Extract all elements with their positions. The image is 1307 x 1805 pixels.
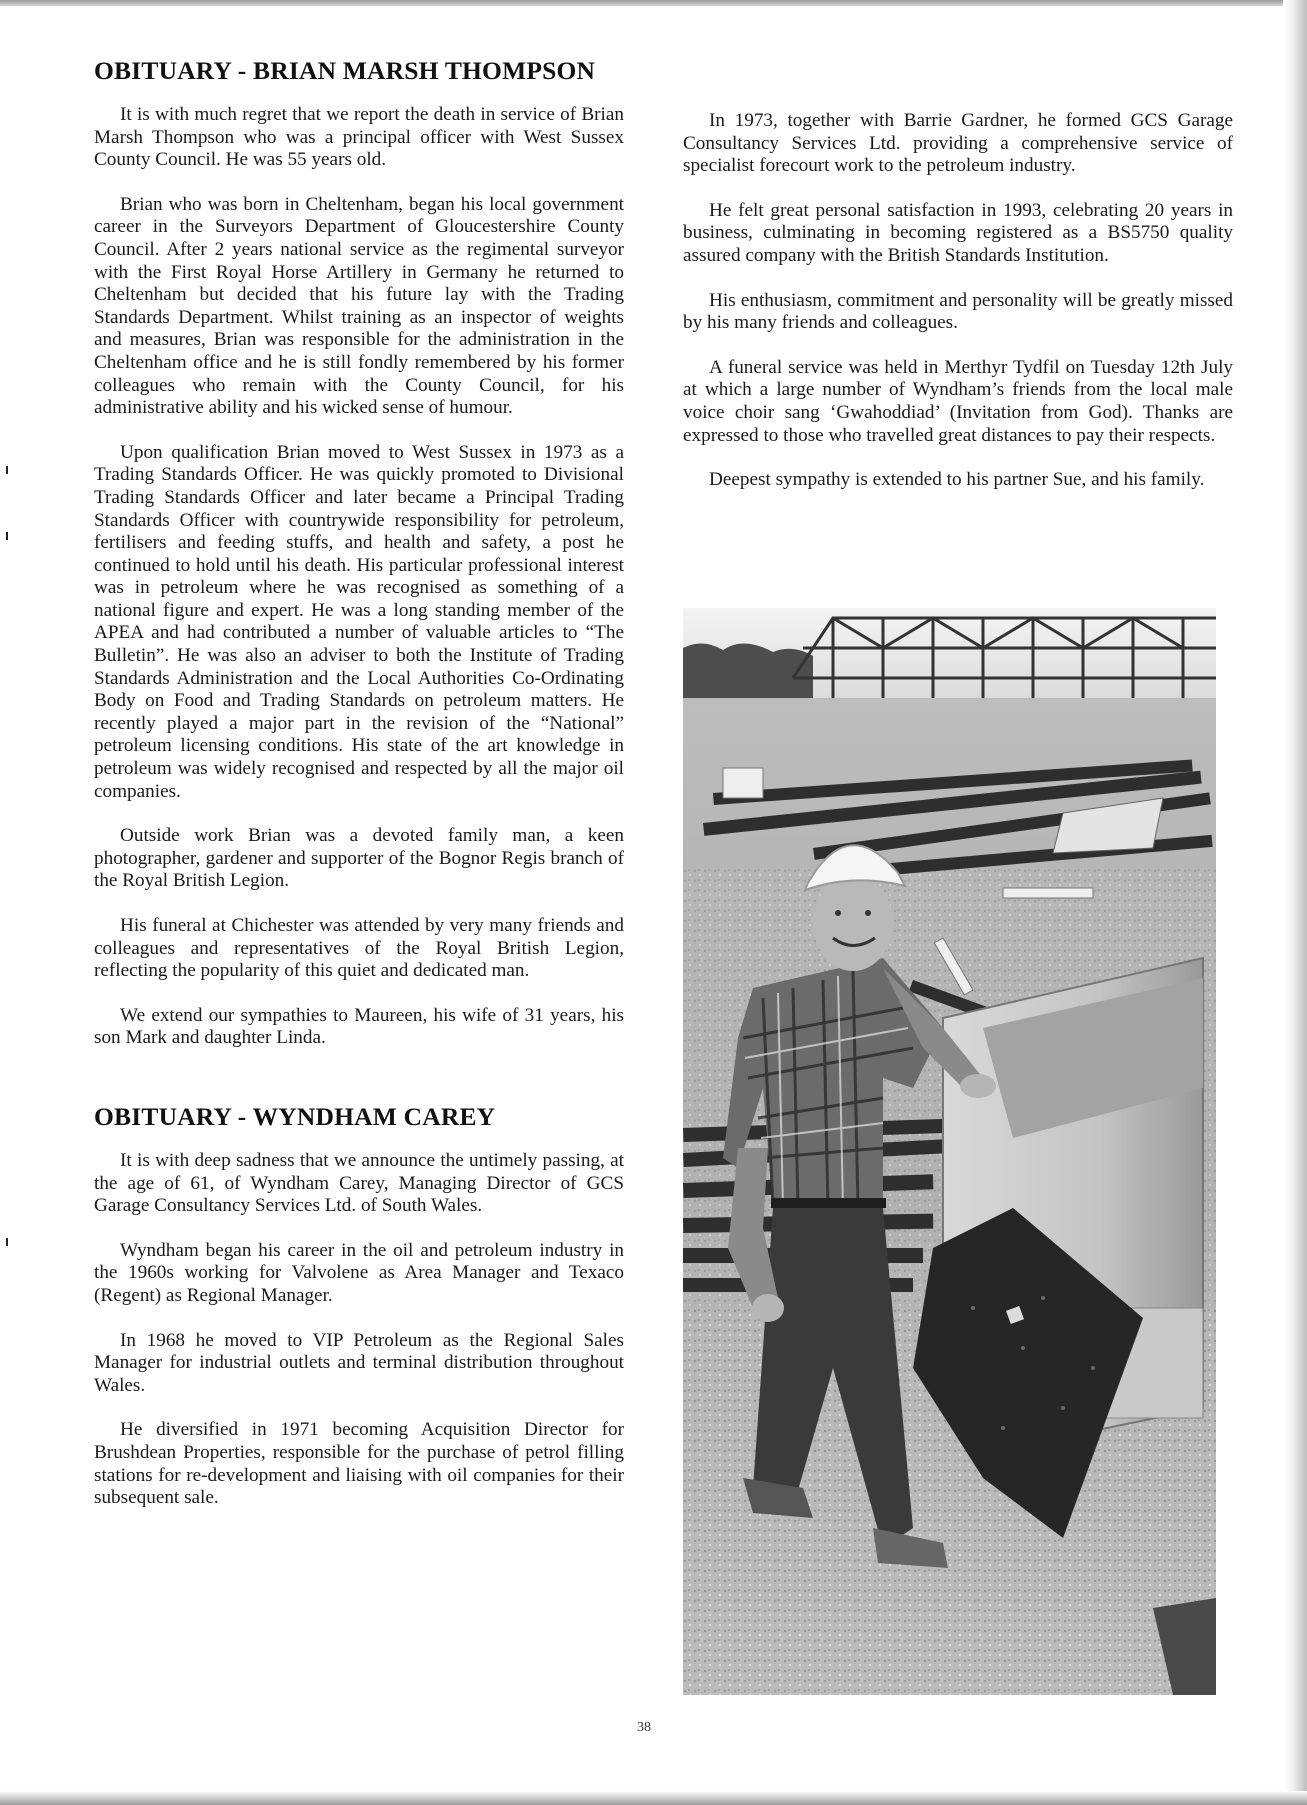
obituary-2-title: OBITUARY - WYNDHAM CAREY: [94, 1101, 496, 1131]
left-column: [94, 56, 624, 1532]
section-spacer: [94, 1072, 624, 1102]
page-number: 38: [637, 1720, 651, 1735]
obituary-2-paragraph: He felt great personal satisfaction in 1993, celebrating 20 years in business, culminating in becoming registered as a BS5750 quality assured company with the British Standards Institution.: [683, 199, 1233, 266]
obituary-2-paragraph: He diversified in 1971 becoming Acquisition Director for Brushdean Properties, responsible for the purchase of petrol filling stations for re-development and liaising with oil companies for their subsequent sale.: [94, 1419, 624, 1509]
obituary-1-paragraph: Outside work Brian was a devoted family man, a keen photographer, gardener and supporter of the Bognor Regis branch of the Royal British Legion.: [94, 825, 624, 892]
obituary-2-paragraph: His enthusiasm, commitment and personality will be greatly missed by his many friends and colleagues.: [683, 289, 1233, 334]
obituary-2-paragraph: Wyndham began his career in the oil and petroleum industry in the 1960s working for Valvolene as Area Manager and Texaco (Regent) as Regional Manager.: [94, 1239, 624, 1306]
obituary-2-paragraph: In 1968 he moved to VIP Petroleum as the Regional Sales Manager for industrial outlets and terminal distribution throughout Wales.: [94, 1329, 624, 1396]
right-column: [683, 110, 1233, 514]
page-right-edge: [1283, 0, 1307, 1805]
page-top-edge: [0, 0, 1307, 6]
margin-mark: [6, 532, 8, 540]
obituary-1-paragraph: Brian who was born in Cheltenham, began his local government career in the Surveyors Department of Gloucestershire County Council. After 2 years national service as the regimental surveyor with the First Royal Horse Artillery in Germany he returned to Cheltenham but decided that his future lay with the Trading Standards Department. Whilst training as an inspector of weights and measures, Brian was responsible for the administration in the Cheltenham office and he is still fondly remembered by his former colleagues who remain with the County Council, for his administrative ability and his wicked sense of humour.: [94, 193, 624, 419]
construction-site-photo: [683, 608, 1216, 1695]
margin-mark: [6, 1238, 8, 1246]
obituary-2-paragraph: Deepest sympathy is extended to his partner Sue, and his family.: [709, 469, 1205, 491]
obituary-1-paragraph: We extend our sympathies to Maureen, his wife of 31 years, his son Mark and daughter Linda.: [94, 1004, 624, 1049]
obituary-1-paragraph: It is with much regret that we report the death in service of Brian Marsh Thompson who was a principal officer with West Sussex County Council. He was 55 years old.: [94, 104, 624, 171]
obituary-1-paragraph: Upon qualification Brian moved to West Sussex in 1973 as a Trading Standards Officer. He was quickly promoted to Divisional Trading Standards Officer and later became a Principal Trading Standards Officer with countrywide responsibility for petroleum, fertilisers and feeding stuffs, and health and safety, a post he continued to hold until his death. His particular professional interest was in petroleum where he was recognised as something of a national figure and expert. He was a long standing member of the APEA and had contributed a number of valuable articles to “The Bulletin”. He was also an adviser to both the Institute of Trading Standards Administration and the Local Authorities Co-Ordinating Body on Food and Trading Standards on petroleum matters. He recently played a major part in the revision of the “National” petroleum licensing conditions. His state of the art knowledge in petroleum was widely recognised and respected by all the major oil companies.: [94, 441, 624, 802]
obituary-2-paragraph: It is with deep sadness that we announce the untimely passing, at the age of 61, of Wyndham Carey, Managing Director of GCS Garage Consultancy Services Ltd. of South Wales.: [94, 1149, 624, 1217]
obituary-1-title: OBITUARY - BRIAN MARSH THOMPSON: [94, 56, 596, 85]
page-bottom-edge: [0, 1791, 1307, 1805]
obituary-1-paragraph: His funeral at Chichester was attended by very many friends and colleagues and representatives of the Royal British Legion, reflecting the popularity of this quiet and dedicated man.: [94, 915, 624, 982]
obituary-2-paragraph: A funeral service was held in Merthyr Tydfil on Tuesday 12th July at which a large number of Wyndham’s friends from the local male voice choir sang ‘Gwahoddiad’ (Invitation from God). Thanks are expressed to those who travelled great distances to pay their respects.: [683, 356, 1233, 446]
margin-mark: [6, 466, 8, 474]
obituary-2-paragraph: In 1973, together with Barrie Gardner, he formed GCS Garage Consultancy Services Ltd. providing a comprehensive service of specialist forecourt work to the petroleum industry.: [683, 110, 1233, 177]
